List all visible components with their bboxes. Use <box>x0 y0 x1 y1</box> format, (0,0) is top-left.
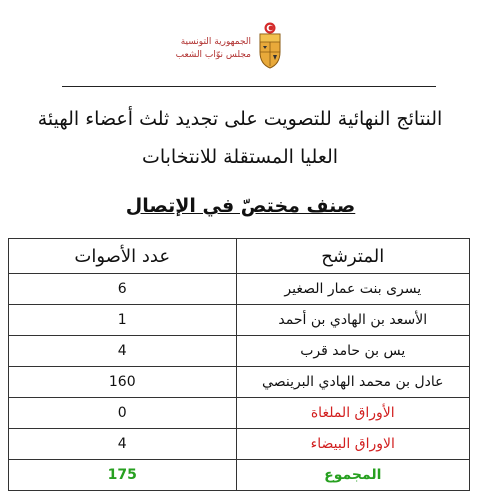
table-row <box>9 274 470 305</box>
total-row <box>9 460 470 491</box>
section-subtitle: صنف مختصّ في الإتصال <box>125 195 356 217</box>
tunisia-coat-of-arms-icon <box>255 22 285 70</box>
table-row <box>9 429 470 460</box>
page-title: النتائج النهائية للتصويت على تجديد ثلث أعضاء الهيئة العليا المستقلة للانتخابات <box>37 108 443 168</box>
vote-count: 160 <box>9 367 237 398</box>
vote-count: 0 <box>9 398 237 429</box>
total-votes: 175 <box>9 460 237 491</box>
candidate-name: يس بن حامد قرب <box>236 336 469 367</box>
letterhead-line-republic: الجمهورية التونسية <box>180 37 251 47</box>
table-row <box>9 336 470 367</box>
candidate-name: الأسعد بن الهادي بن أحمد <box>236 305 469 336</box>
vote-count: 4 <box>9 336 237 367</box>
results-table <box>8 238 470 491</box>
column-header-candidate: المترشح <box>236 239 469 274</box>
invalid-ballots-label: الأوراق الملغاة <box>236 398 469 429</box>
candidate-name: يسرى بنت عمار الصغير <box>236 274 469 305</box>
letterhead-text <box>176 36 251 62</box>
letterhead-line-assembly: مجلس نوّاب الشعب <box>175 50 251 60</box>
table-row <box>9 305 470 336</box>
blank-ballots-label: الاوراق البيضاء <box>236 429 469 460</box>
letterhead <box>175 22 285 72</box>
candidate-name: عادل بن محمد الهادي البرينصي <box>236 367 469 398</box>
column-header-votes: عدد الأصوات <box>9 239 237 274</box>
vote-count: 1 <box>9 305 237 336</box>
header-divider <box>62 86 436 87</box>
total-label: المجموع <box>236 460 469 491</box>
table-row <box>9 367 470 398</box>
vote-count: 4 <box>9 429 237 460</box>
table-header-row <box>9 239 470 274</box>
table-row <box>9 398 470 429</box>
vote-count: 6 <box>9 274 237 305</box>
